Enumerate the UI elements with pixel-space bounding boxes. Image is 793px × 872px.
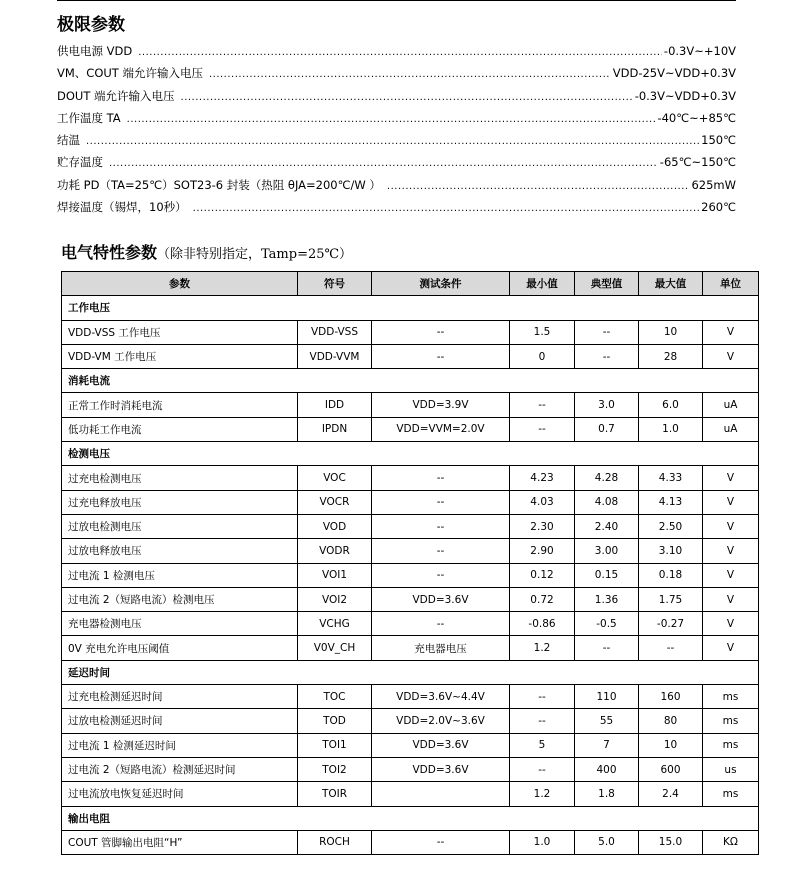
table-cell: -0.86 bbox=[510, 612, 575, 636]
table-row bbox=[62, 514, 759, 538]
rating-row bbox=[57, 65, 736, 87]
rating-value: VDD-25V~VDD+0.3V bbox=[612, 66, 736, 81]
table-cell: -- bbox=[639, 636, 703, 660]
table-cell: 过电流 1 检测电压 bbox=[62, 563, 298, 587]
column-header: 单位 bbox=[703, 272, 759, 296]
rating-value: -0.3V~+10V bbox=[663, 44, 736, 58]
table-row bbox=[62, 830, 759, 854]
table-cell: 过电流 2（短路电流）检测电压 bbox=[62, 587, 298, 611]
table-cell: 5 bbox=[510, 733, 575, 757]
table-cell: 过电流 2（短路电流）检测延迟时间 bbox=[62, 757, 298, 781]
table-cell: -- bbox=[372, 539, 510, 563]
table-cell: TOI2 bbox=[298, 757, 372, 781]
table-cell: V bbox=[703, 587, 759, 611]
dot-leader bbox=[86, 136, 699, 147]
table-cell: 10 bbox=[639, 320, 703, 344]
table-cell: -- bbox=[510, 685, 575, 709]
table-cell: TOC bbox=[298, 685, 372, 709]
table-cell: IPDN bbox=[298, 417, 372, 441]
table-row bbox=[62, 490, 759, 514]
rating-row bbox=[57, 110, 736, 132]
rating-value: -65℃~150℃ bbox=[659, 155, 736, 170]
table-row bbox=[62, 563, 759, 587]
table-cell: VOI2 bbox=[298, 587, 372, 611]
table-cell: -- bbox=[575, 344, 639, 368]
table-cell: -- bbox=[372, 344, 510, 368]
rating-row bbox=[57, 43, 736, 65]
table-cell: 2.4 bbox=[639, 782, 703, 806]
table-cell: -- bbox=[510, 709, 575, 733]
table-cell bbox=[372, 782, 510, 806]
table-cell: 28 bbox=[639, 344, 703, 368]
table-cell: -- bbox=[510, 393, 575, 417]
table-cell: 过充电释放电压 bbox=[62, 490, 298, 514]
table-cell: 4.33 bbox=[639, 466, 703, 490]
table-cell: 4.23 bbox=[510, 466, 575, 490]
table-cell: 2.50 bbox=[639, 514, 703, 538]
dot-leader bbox=[209, 69, 611, 80]
rating-value: 150℃ bbox=[701, 133, 736, 148]
table-cell: 110 bbox=[575, 685, 639, 709]
rating-row bbox=[57, 132, 736, 154]
dot-leader bbox=[193, 203, 699, 214]
table-row bbox=[62, 587, 759, 611]
dot-leader bbox=[127, 114, 656, 125]
table-cell: -- bbox=[575, 636, 639, 660]
group-label: 工作电压 bbox=[62, 296, 759, 320]
table-cell: 过放电检测电压 bbox=[62, 514, 298, 538]
table-cell: 10 bbox=[639, 733, 703, 757]
table-cell: 0.12 bbox=[510, 563, 575, 587]
table-cell: IDD bbox=[298, 393, 372, 417]
table-cell: 1.0 bbox=[639, 417, 703, 441]
rating-value: 260℃ bbox=[701, 200, 736, 215]
group-row bbox=[62, 442, 759, 466]
group-row bbox=[62, 660, 759, 684]
table-cell: 充电器检测电压 bbox=[62, 612, 298, 636]
table-cell: COUT 管脚输出电阻“H” bbox=[62, 830, 298, 854]
table-cell: VDD=3.6V~4.4V bbox=[372, 685, 510, 709]
table-cell: 5.0 bbox=[575, 830, 639, 854]
table-cell: 400 bbox=[575, 757, 639, 781]
table-cell: 1.8 bbox=[575, 782, 639, 806]
table-cell: 过放电检测延迟时间 bbox=[62, 709, 298, 733]
column-header: 参数 bbox=[62, 272, 298, 296]
table-row bbox=[62, 782, 759, 806]
section-title-electrical-characteristics bbox=[61, 240, 352, 263]
table-cell: TOI1 bbox=[298, 733, 372, 757]
table-cell: VDD-VVM bbox=[298, 344, 372, 368]
table-cell: V bbox=[703, 636, 759, 660]
column-header: 最小值 bbox=[510, 272, 575, 296]
table-cell: 1.2 bbox=[510, 782, 575, 806]
rating-row bbox=[57, 177, 736, 199]
rating-row bbox=[57, 199, 736, 221]
dot-leader bbox=[138, 47, 662, 58]
dot-leader bbox=[109, 158, 658, 169]
table-row bbox=[62, 733, 759, 757]
rating-row bbox=[57, 154, 736, 176]
table-cell: 3.0 bbox=[575, 393, 639, 417]
table-cell: 2.90 bbox=[510, 539, 575, 563]
rating-label: DOUT 端允许输入电压 bbox=[57, 88, 175, 103]
table-cell: 0.72 bbox=[510, 587, 575, 611]
table-cell: us bbox=[703, 757, 759, 781]
table-cell: 0V 充电允许电压阈值 bbox=[62, 636, 298, 660]
table-cell: VOI1 bbox=[298, 563, 372, 587]
table-cell: -- bbox=[372, 830, 510, 854]
dot-leader bbox=[181, 92, 633, 103]
table-cell: VDD=2.0V~3.6V bbox=[372, 709, 510, 733]
table-cell: 4.08 bbox=[575, 490, 639, 514]
table-row bbox=[62, 612, 759, 636]
rating-value: -40℃~+85℃ bbox=[657, 110, 736, 125]
table-cell: 1.2 bbox=[510, 636, 575, 660]
table-cell: 充电器电压 bbox=[372, 636, 510, 660]
table-cell: VDD-VSS bbox=[298, 320, 372, 344]
table-cell: 80 bbox=[639, 709, 703, 733]
table-cell: -0.5 bbox=[575, 612, 639, 636]
table-cell: 600 bbox=[639, 757, 703, 781]
table-row bbox=[62, 393, 759, 417]
group-label: 延迟时间 bbox=[62, 660, 759, 684]
table-row bbox=[62, 636, 759, 660]
table-header-row bbox=[62, 272, 759, 296]
table-cell: VDD=3.9V bbox=[372, 393, 510, 417]
table-cell: -- bbox=[510, 757, 575, 781]
rating-value: -0.3V~VDD+0.3V bbox=[634, 88, 736, 103]
table-cell: V bbox=[703, 612, 759, 636]
table-row bbox=[62, 320, 759, 344]
table-cell: 0.7 bbox=[575, 417, 639, 441]
table-cell: VDD=3.6V bbox=[372, 757, 510, 781]
table-cell: VDD=3.6V bbox=[372, 587, 510, 611]
table-cell: V bbox=[703, 490, 759, 514]
table-cell: -0.27 bbox=[639, 612, 703, 636]
table-cell: 4.03 bbox=[510, 490, 575, 514]
table-cell: VODR bbox=[298, 539, 372, 563]
column-header: 符号 bbox=[298, 272, 372, 296]
table-cell: 0.15 bbox=[575, 563, 639, 587]
rating-label: 结温 bbox=[57, 133, 80, 148]
table-cell: V bbox=[703, 320, 759, 344]
table-cell: 4.28 bbox=[575, 466, 639, 490]
table-cell: uA bbox=[703, 393, 759, 417]
table-cell: -- bbox=[372, 563, 510, 587]
group-row bbox=[62, 806, 759, 830]
group-label: 输出电阻 bbox=[62, 806, 759, 830]
table-cell: 3.00 bbox=[575, 539, 639, 563]
table-cell: ms bbox=[703, 685, 759, 709]
table-cell: V bbox=[703, 539, 759, 563]
table-cell: 1.75 bbox=[639, 587, 703, 611]
table-cell: 0 bbox=[510, 344, 575, 368]
table-cell: V bbox=[703, 466, 759, 490]
table-row bbox=[62, 709, 759, 733]
table-cell: -- bbox=[372, 490, 510, 514]
table-cell: uA bbox=[703, 417, 759, 441]
table-cell: TOIR bbox=[298, 782, 372, 806]
table-cell: -- bbox=[372, 514, 510, 538]
table-cell: V bbox=[703, 344, 759, 368]
section-title-note: （除非特别指定，Tamp=25℃） bbox=[157, 247, 353, 262]
group-label: 检测电压 bbox=[62, 442, 759, 466]
table-cell: 过电流 1 检测延迟时间 bbox=[62, 733, 298, 757]
table-cell: 过电流放电恢复延迟时间 bbox=[62, 782, 298, 806]
group-row bbox=[62, 296, 759, 320]
table-cell: V bbox=[703, 514, 759, 538]
table-cell: TOD bbox=[298, 709, 372, 733]
electrical-characteristics-table bbox=[61, 271, 759, 855]
table-cell: 2.30 bbox=[510, 514, 575, 538]
table-cell: 过放电释放电压 bbox=[62, 539, 298, 563]
top-rule bbox=[57, 0, 736, 1]
table-row bbox=[62, 344, 759, 368]
section-title-main: 电气特性参数 bbox=[61, 243, 158, 262]
rating-row bbox=[57, 88, 736, 110]
table-cell: 1.0 bbox=[510, 830, 575, 854]
section-title-absolute-ratings: 极限参数 bbox=[57, 15, 125, 35]
table-cell: VDD=3.6V bbox=[372, 733, 510, 757]
table-cell: -- bbox=[575, 320, 639, 344]
table-cell: ms bbox=[703, 782, 759, 806]
table-cell: ROCH bbox=[298, 830, 372, 854]
table-cell: -- bbox=[372, 466, 510, 490]
table-cell: V bbox=[703, 563, 759, 587]
table-cell: VDD-VM 工作电压 bbox=[62, 344, 298, 368]
table-cell: 6.0 bbox=[639, 393, 703, 417]
table-cell: VOD bbox=[298, 514, 372, 538]
table-cell: VOC bbox=[298, 466, 372, 490]
rating-label: 工作温度 TA bbox=[57, 110, 121, 125]
table-row bbox=[62, 539, 759, 563]
table-cell: 15.0 bbox=[639, 830, 703, 854]
table-cell: 2.40 bbox=[575, 514, 639, 538]
table-cell: VDD=VVM=2.0V bbox=[372, 417, 510, 441]
table-cell: ms bbox=[703, 733, 759, 757]
rating-label: VM、COUT 端允许输入电压 bbox=[57, 66, 203, 81]
group-row bbox=[62, 369, 759, 393]
rating-label: 供电电源 VDD bbox=[57, 44, 133, 58]
table-cell: 7 bbox=[575, 733, 639, 757]
column-header: 最大值 bbox=[639, 272, 703, 296]
table-cell: ms bbox=[703, 709, 759, 733]
table-cell: 过充电检测延迟时间 bbox=[62, 685, 298, 709]
column-header: 测试条件 bbox=[372, 272, 510, 296]
rating-label: 焊接温度（锡焊，10秒） bbox=[57, 200, 187, 215]
table-cell: KΩ bbox=[703, 830, 759, 854]
table-row bbox=[62, 466, 759, 490]
table-cell: 4.13 bbox=[639, 490, 703, 514]
table-cell: VOCR bbox=[298, 490, 372, 514]
table-cell: 正常工作时消耗电流 bbox=[62, 393, 298, 417]
table-cell: 160 bbox=[639, 685, 703, 709]
table-cell: 低功耗工作电流 bbox=[62, 417, 298, 441]
table-row bbox=[62, 757, 759, 781]
table-cell: -- bbox=[372, 320, 510, 344]
table-cell: 1.5 bbox=[510, 320, 575, 344]
rating-value: 625mW bbox=[691, 177, 736, 192]
table-cell: 3.10 bbox=[639, 539, 703, 563]
table-cell: 1.36 bbox=[575, 587, 639, 611]
group-label: 消耗电流 bbox=[62, 369, 759, 393]
table-row bbox=[62, 685, 759, 709]
table-cell: 0.18 bbox=[639, 563, 703, 587]
table-cell: 55 bbox=[575, 709, 639, 733]
column-header: 典型值 bbox=[575, 272, 639, 296]
absolute-ratings-list bbox=[57, 43, 736, 221]
table-cell: -- bbox=[372, 612, 510, 636]
table-cell: VCHG bbox=[298, 612, 372, 636]
rating-label: 贮存温度 bbox=[57, 155, 103, 170]
table-cell: V0V_CH bbox=[298, 636, 372, 660]
table-cell: VDD-VSS 工作电压 bbox=[62, 320, 298, 344]
rating-label: 功耗 PD（TA=25℃）SOT23-6 封装（热阻 θJA=200℃/W ） bbox=[57, 177, 381, 192]
table-row bbox=[62, 417, 759, 441]
table-cell: -- bbox=[510, 417, 575, 441]
table-cell: 过充电检测电压 bbox=[62, 466, 298, 490]
dot-leader bbox=[387, 181, 690, 192]
